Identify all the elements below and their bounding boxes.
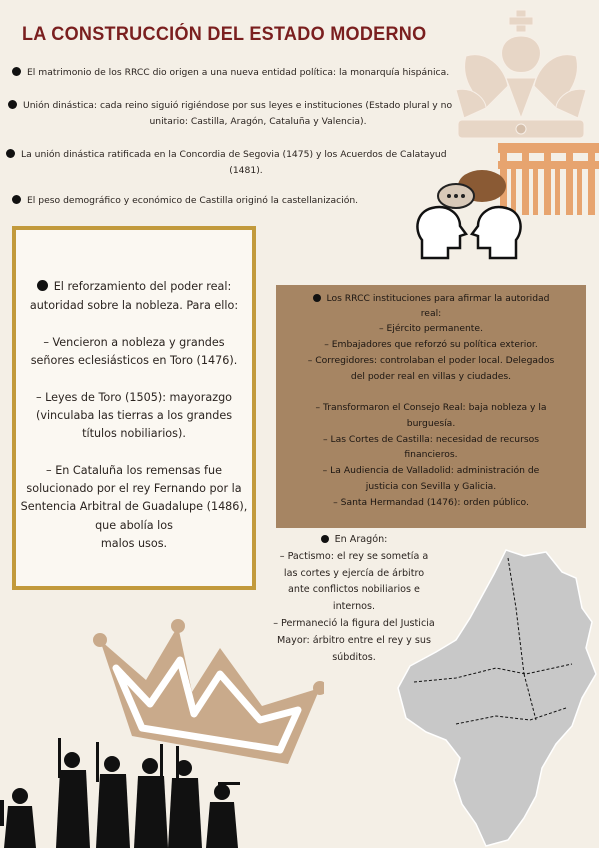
- aragon-line: las cortes y ejercía de árbitro: [283, 567, 425, 579]
- intro-line-2-cont: unitario: Castilla, Aragón, Cataluña y Valencia).: [149, 116, 367, 127]
- intro-line-2: Unión dinástica: cada reino siguió rigiéndose por sus leyes e instituciones (Estado plural y no: [8, 98, 508, 113]
- bullet-dot-icon: [321, 535, 329, 543]
- dialogue-heads-icon: [414, 168, 524, 263]
- instituciones-line: del poder real en villas y ciudades.: [350, 371, 512, 382]
- intro-line-3: La unión dinástica ratificada en la Concordia de Segovia (1475) y los Acuerdos de Calatayud: [6, 147, 506, 162]
- nobleza-line: – Leyes de Toro (1505): mayorazgo: [35, 391, 233, 404]
- soldiers-silhouette-icon: [0, 738, 240, 848]
- intro-line-4: El peso demográfico y económico de Castilla originó la castellanización.: [12, 193, 412, 208]
- nobleza-box: [12, 226, 256, 590]
- bullet-dot-icon: [313, 294, 321, 302]
- aragon-line: súbditos.: [332, 651, 376, 663]
- instituciones-line: real:: [420, 308, 442, 319]
- aragon-line: – Permaneció la figura del Justicia: [273, 617, 435, 629]
- nobleza-line: señores eclesiásticos en Toro (1476).: [30, 354, 238, 367]
- aragon-section: [254, 532, 454, 666]
- nobleza-line: (vinculaba las tierras a los grandes: [35, 409, 233, 422]
- nobleza-line: solucionado por el rey Fernando por la: [26, 482, 242, 495]
- nobleza-line: – Vencieron a nobleza y grandes: [43, 336, 225, 349]
- instituciones-line: – Ejército permanente.: [378, 323, 483, 334]
- aragon-line: Mayor: árbitro entre el rey y sus: [277, 634, 431, 646]
- bullet-dot-icon: [6, 149, 15, 158]
- bullet-dot-icon: [12, 67, 21, 76]
- instituciones-heading: Los RRCC instituciones para afirmar la autoridad: [276, 291, 586, 307]
- instituciones-line: – La Audiencia de Valladolid: administración de: [322, 465, 540, 476]
- aragon-line: – Pactismo: el rey se sometía a: [279, 550, 429, 562]
- intro-line-3-cont: (1481).: [229, 165, 263, 176]
- bullet-dot-icon: [37, 280, 48, 291]
- intro-line-1: El matrimonio de los RRCC dio origen a una nueva entidad política: la monarquía hispánica.: [12, 65, 502, 80]
- instituciones-line: justicia con Sevilla y Galicia.: [365, 481, 497, 492]
- nobleza-line: malos usos.: [100, 537, 168, 550]
- instituciones-line: – Embajadores que reforzó su política exterior.: [324, 339, 538, 350]
- nobleza-line: autoridad sobre la nobleza. Para ello:: [29, 299, 239, 312]
- instituciones-line: financieros.: [404, 449, 458, 460]
- nobleza-heading: El reforzamiento del poder real:: [16, 278, 252, 296]
- instituciones-box: [276, 285, 586, 528]
- aragon-line: internos.: [332, 601, 376, 613]
- bullet-dot-icon: [12, 195, 21, 204]
- nobleza-line: – En Cataluña los remensas fue: [46, 464, 222, 477]
- instituciones-line: – Corregidores: controlaban el poder local. Delegados: [307, 355, 555, 366]
- instituciones-line: – Transformaron el Consejo Real: baja nobleza y la: [315, 402, 547, 413]
- instituciones-line: burguesía.: [406, 418, 456, 429]
- page-title: LA CONSTRUCCIÓN DEL ESTADO MODERNO: [22, 24, 427, 45]
- instituciones-line: – Las Cortes de Castilla: necesidad de recursos: [322, 434, 540, 445]
- nobleza-line: Sentencia Arbitral de Guadalupe (1486),: [20, 500, 248, 513]
- instituciones-line: – Santa Hermandad (1476): orden público.: [333, 497, 529, 508]
- aragon-line: ante conflictos nobiliarios e: [288, 584, 420, 596]
- aragon-heading: En Aragón:: [254, 532, 454, 549]
- bullet-dot-icon: [8, 100, 17, 109]
- nobleza-line: que abolía los: [95, 519, 173, 532]
- nobleza-line: títulos nobiliarios).: [82, 427, 186, 440]
